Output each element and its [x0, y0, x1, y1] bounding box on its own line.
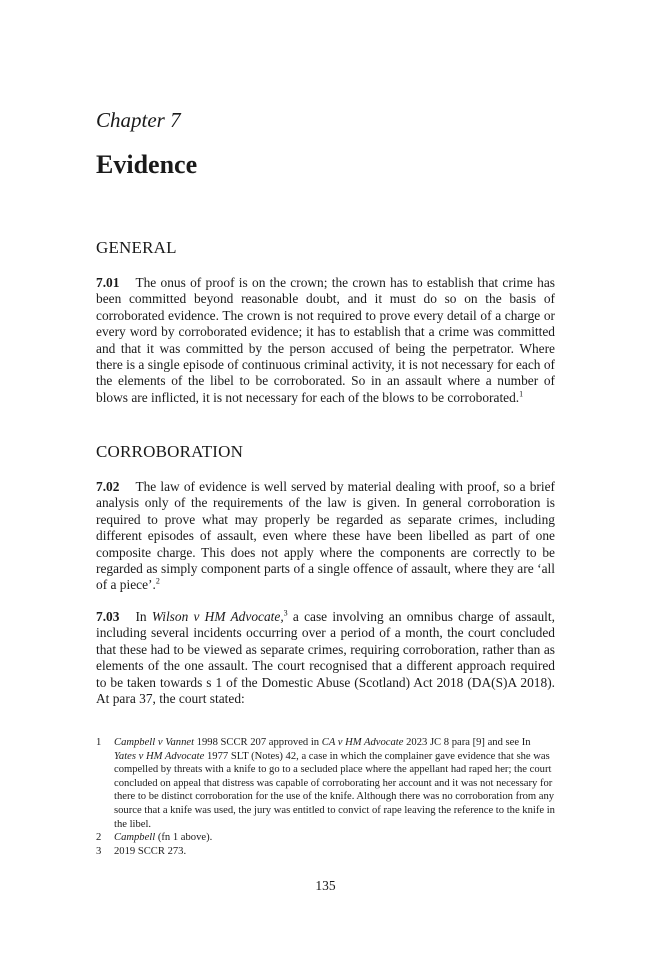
- section-heading-general: GENERAL: [96, 238, 177, 257]
- case-name: Yates v HM Advocate: [114, 750, 205, 762]
- footnote-1: [96, 736, 555, 831]
- footnote-text: 2019 SCCR 273.: [114, 845, 187, 857]
- chapter-title: Evidence: [96, 150, 198, 179]
- footnote-number: 1: [96, 737, 102, 748]
- case-name: Wilson v HM Advocate,: [151, 609, 284, 624]
- chapter-label: Chapter 7: [96, 108, 181, 132]
- footnote-2: [96, 831, 555, 845]
- footnote-number: 2: [96, 832, 102, 844]
- paragraph-text: a case involving an omnibus charge of assault, including several incidents occurring over a period of a month, the court concluded that these had to be viewed as separate crimes, requiring corroboration, rather than as elements of the one assault. The court recognised that a different approach required to be taken towards s 1 of the Domestic Abuse (Scotland) Act 2018 (DA(S)A 2018). At para 37, the court stated:: [96, 609, 555, 707]
- footnote-ref[interactable]: 2: [155, 576, 160, 586]
- paragraph-7-03: [96, 609, 555, 707]
- case-name: CA v HM Advocate: [321, 737, 404, 748]
- paragraph-7-01: [96, 275, 555, 406]
- paragraph-number: 7.01: [96, 275, 120, 290]
- paragraph-number: 7.03: [96, 609, 120, 624]
- paragraph-text: The law of evidence is well served by material dealing with proof, so a brief analysis only of the requirements of the law is given. In general corroboration is required to prove what may properly be regarded as separate crimes, including different episodes of assault, even where these have been libelled as part of one composite charge. This does not apply where the components are correctly to be regarded as simply component parts of a single offence of assault, where they are ‘all of a piece’.: [96, 479, 555, 593]
- page-number: 135: [315, 878, 336, 893]
- case-name: Campbell v Vannet: [114, 737, 195, 748]
- paragraph-text: In: [135, 609, 152, 624]
- paragraph-number: 7.02: [96, 479, 120, 494]
- paragraph-7-02: [96, 479, 555, 594]
- case-name: Campbell: [114, 832, 156, 844]
- section-heading-corroboration: CORROBORATION: [96, 442, 244, 461]
- footnote-text: [114, 736, 555, 831]
- footnote-segment: 2023 JC 8 para [9] and see In: [403, 737, 531, 748]
- footnote-segment: (fn 1 above).: [155, 832, 213, 844]
- footnote-ref[interactable]: 1: [519, 389, 524, 399]
- footnote-segment: 1977 SLT (Notes) 42, a case in which the complainer gave evidence that she was compelled by threats with a knife to go to a secluded place where the appellant had raped her; the court concluded on appeal that distress was capable of corroborating her account and it was not necessary for there to be distinct corroboration for the use of the knife. Although there was no corroboration from any source that a knife was used, the jury was entitled to convict of rape leaving the reference to the knife in the libel.: [114, 750, 555, 830]
- paragraph-text: The onus of proof is on the crown; the crown has to establish that crime has been committed beyond reasonable doubt, and it must do so on the basis of corroborated evidence. The crown is not required to prove every detail of a charge or every word by corroborated evidence; it has to establish that a crime was committed and that it was committed by the person accused of being the perpetrator. Where there is a single episode of continuous criminal activity, it is not necessary for each of the elements of the libel to be corroborated. So in an assault where a number of blows are inflicted, it is not necessary for each of the blows to be corroborated.: [96, 275, 555, 405]
- footnote-number: 3: [96, 845, 102, 857]
- footnote-text: [114, 831, 555, 845]
- footnote-3: [96, 845, 555, 859]
- footnote-ref[interactable]: 3: [283, 608, 288, 618]
- footnotes: [96, 736, 555, 858]
- footnote-segment: 1998 SCCR 207 approved in: [194, 737, 322, 748]
